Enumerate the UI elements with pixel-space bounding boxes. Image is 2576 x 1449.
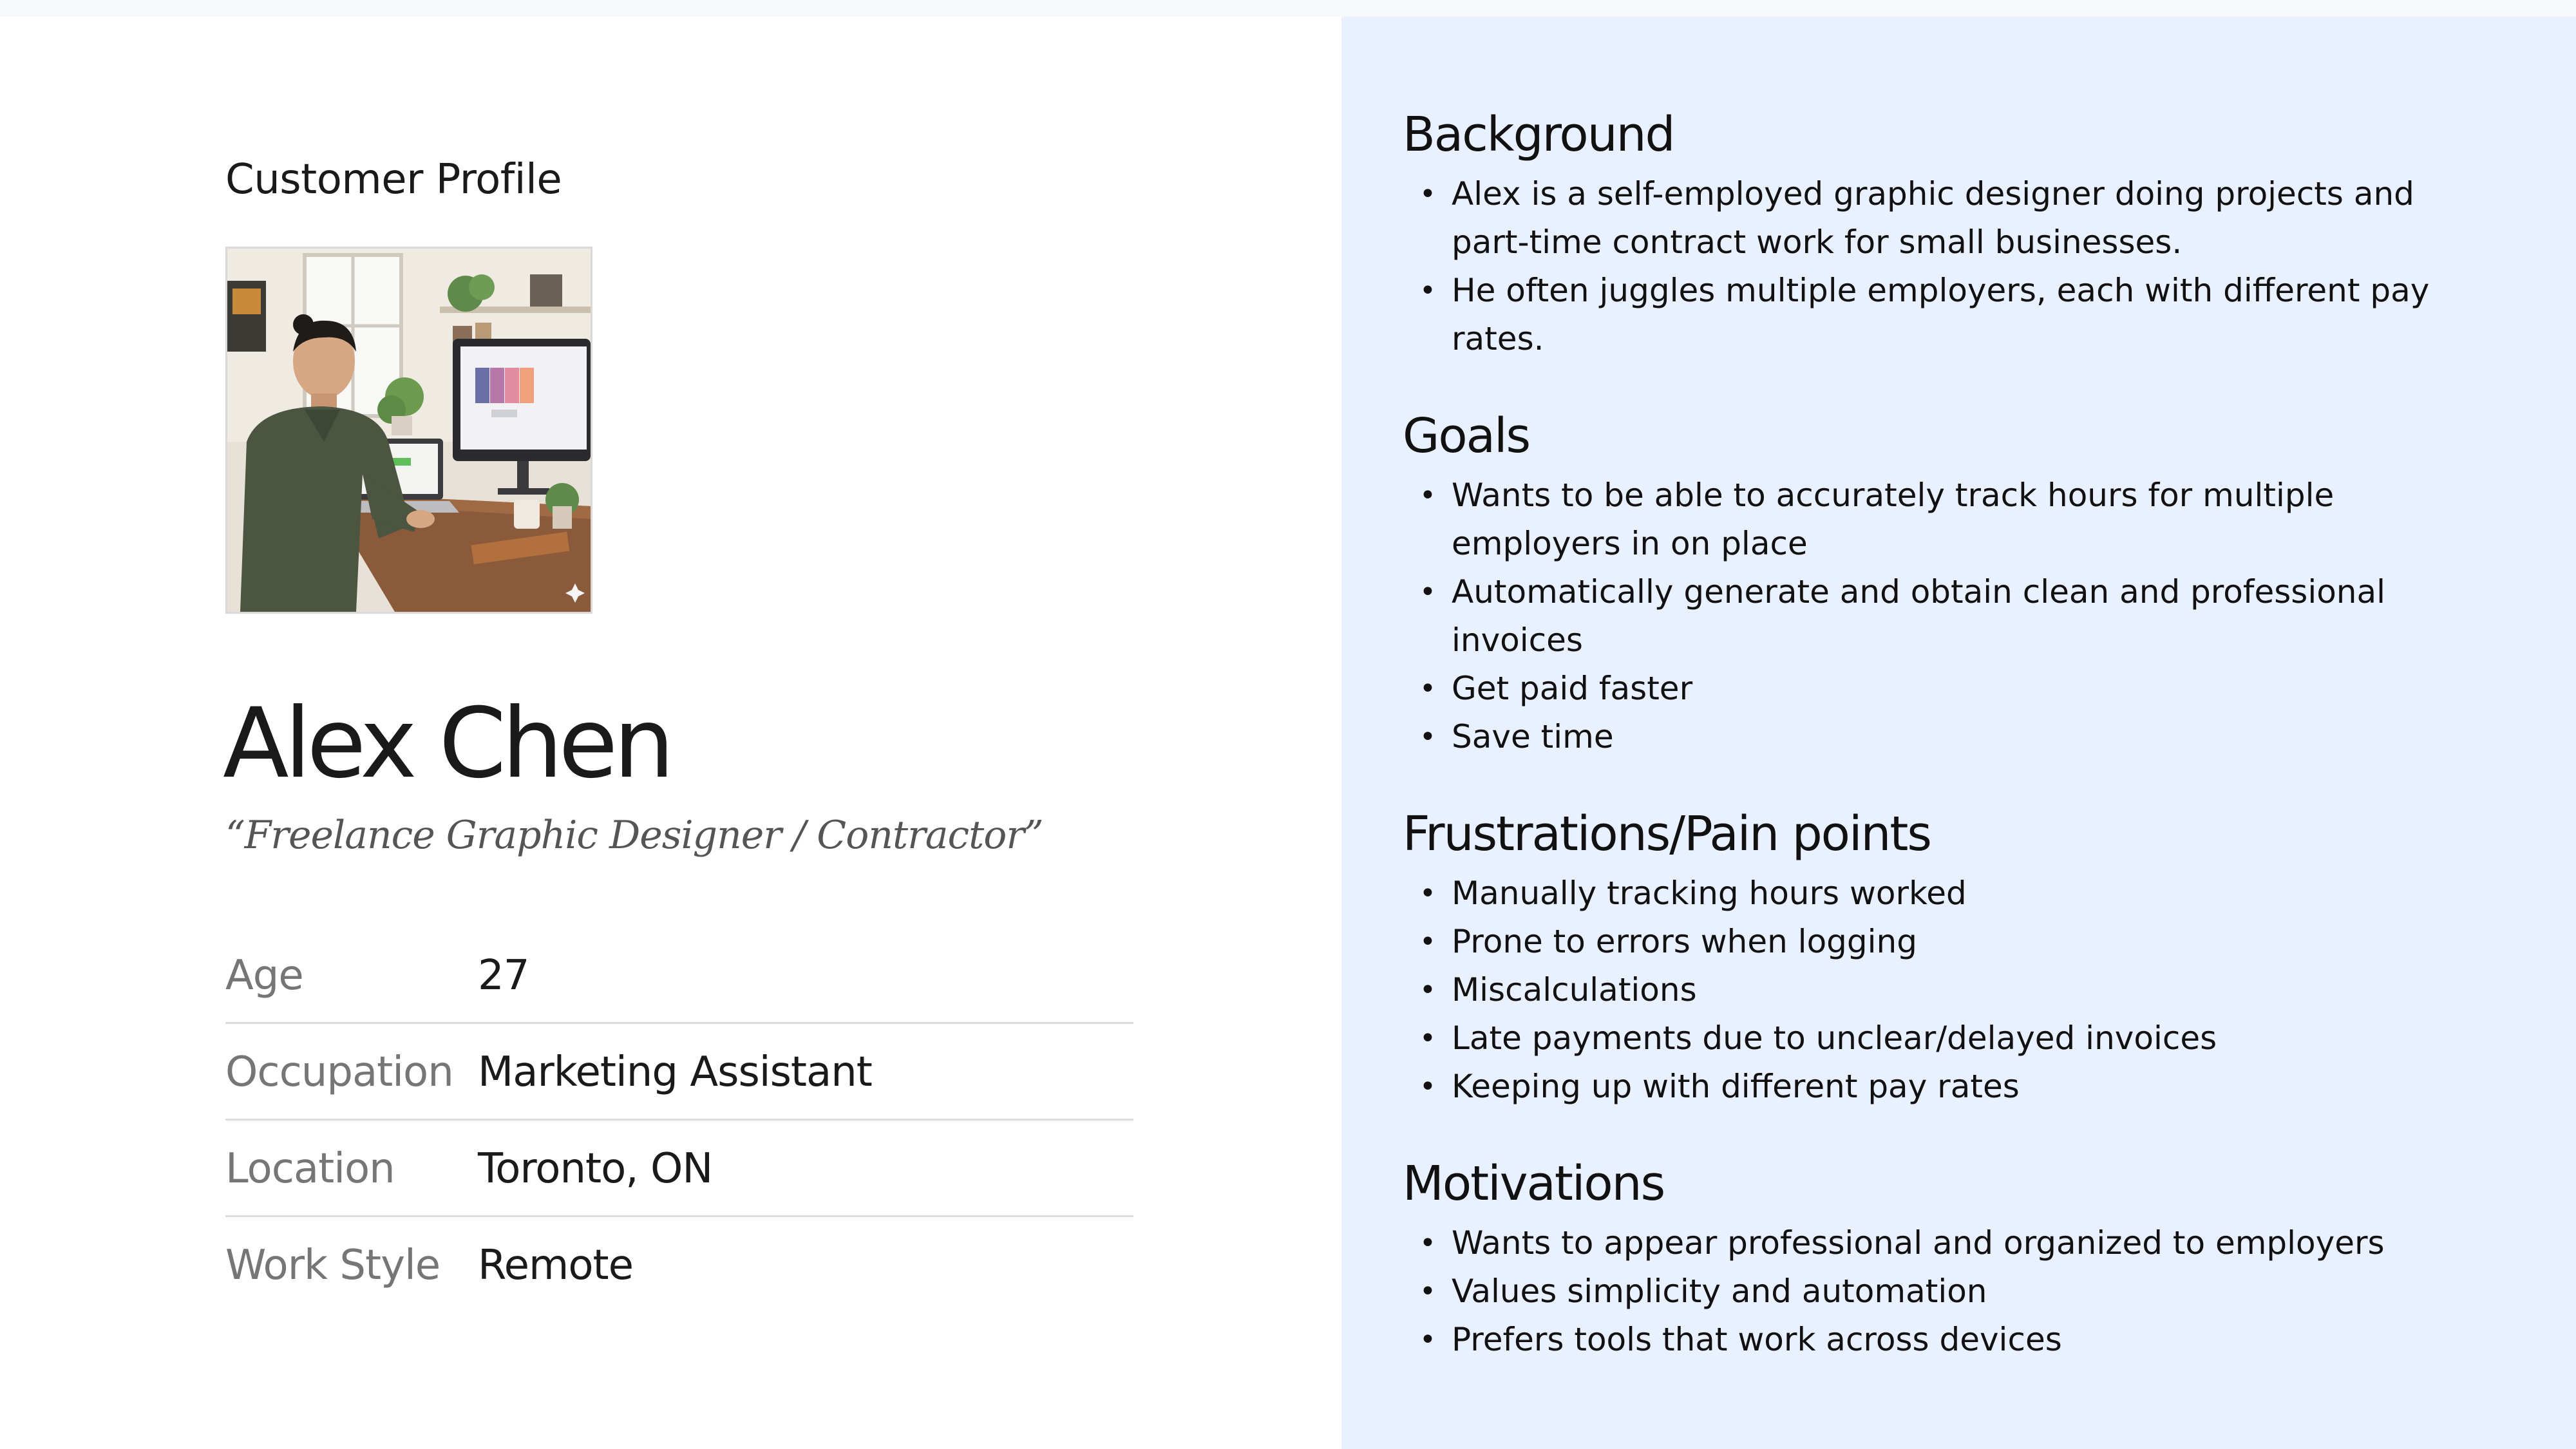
goals-list — [1403, 471, 2485, 761]
list-item: • Automatically generate and obtain clean and professional invoices — [1403, 568, 2485, 665]
frustrations-list — [1403, 869, 2485, 1111]
info-value: 27 — [478, 952, 529, 999]
person-name: Alex Chen — [223, 688, 670, 800]
info-value: Remote — [478, 1242, 633, 1289]
list-item: • Prone to errors when logging — [1403, 918, 2485, 966]
list-item: • Wants to be able to accurately track hours for multiple employers in on place — [1403, 471, 2485, 568]
info-row-work-style — [225, 1217, 1133, 1314]
info-row-location — [225, 1121, 1133, 1217]
profile-photo — [225, 247, 592, 614]
info-value: Toronto, ON — [478, 1145, 713, 1193]
list-item: • Prefers tools that work across devices — [1403, 1316, 2485, 1364]
info-label: Work Style — [225, 1242, 440, 1289]
section-title-motivations: Motivations — [1403, 1156, 1665, 1211]
list-item: • Manually tracking hours worked — [1403, 869, 2485, 918]
motivations-list — [1403, 1219, 2485, 1364]
goals-section — [1403, 408, 2485, 761]
list-item: • Wants to appear professional and organized to employers — [1403, 1219, 2485, 1267]
list-item: • Get paid faster — [1403, 665, 2485, 713]
info-table — [225, 927, 1133, 1314]
info-label: Occupation — [225, 1048, 453, 1096]
list-item: • Keeping up with different pay rates — [1403, 1063, 2485, 1111]
list-item: • Miscalculations — [1403, 966, 2485, 1014]
info-row-occupation — [225, 1024, 1133, 1121]
info-label: Location — [225, 1145, 395, 1193]
info-value: Marketing Assistant — [478, 1048, 872, 1096]
section-title-goals: Goals — [1403, 408, 1530, 464]
section-title-background: Background — [1403, 107, 1674, 162]
portrait-photo-icon — [227, 249, 591, 612]
profile-heading: Customer Profile — [225, 156, 562, 204]
info-label: Age — [225, 952, 303, 999]
list-item: • Late payments due to unclear/delayed invoices — [1403, 1014, 2485, 1063]
background-list — [1403, 170, 2485, 363]
profile-details — [1403, 107, 2485, 1409]
info-row-age — [225, 927, 1133, 1024]
frustrations-section — [1403, 806, 2485, 1111]
motivations-section — [1403, 1156, 2485, 1364]
list-item: • Save time — [1403, 713, 2485, 761]
list-item: • He often juggles multiple employers, each with different pay rates. — [1403, 267, 2485, 363]
background-section — [1403, 107, 2485, 363]
section-title-frustrations: Frustrations/Pain points — [1403, 806, 1931, 862]
list-item: • Values simplicity and automation — [1403, 1267, 2485, 1316]
person-role: “Freelance Graphic Designer / Contractor” — [225, 813, 1043, 858]
profile-panel — [225, 0, 1230, 1449]
list-item: • Alex is a self-employed graphic designer doing projects and part-time contract work for small businesses. — [1403, 170, 2485, 267]
